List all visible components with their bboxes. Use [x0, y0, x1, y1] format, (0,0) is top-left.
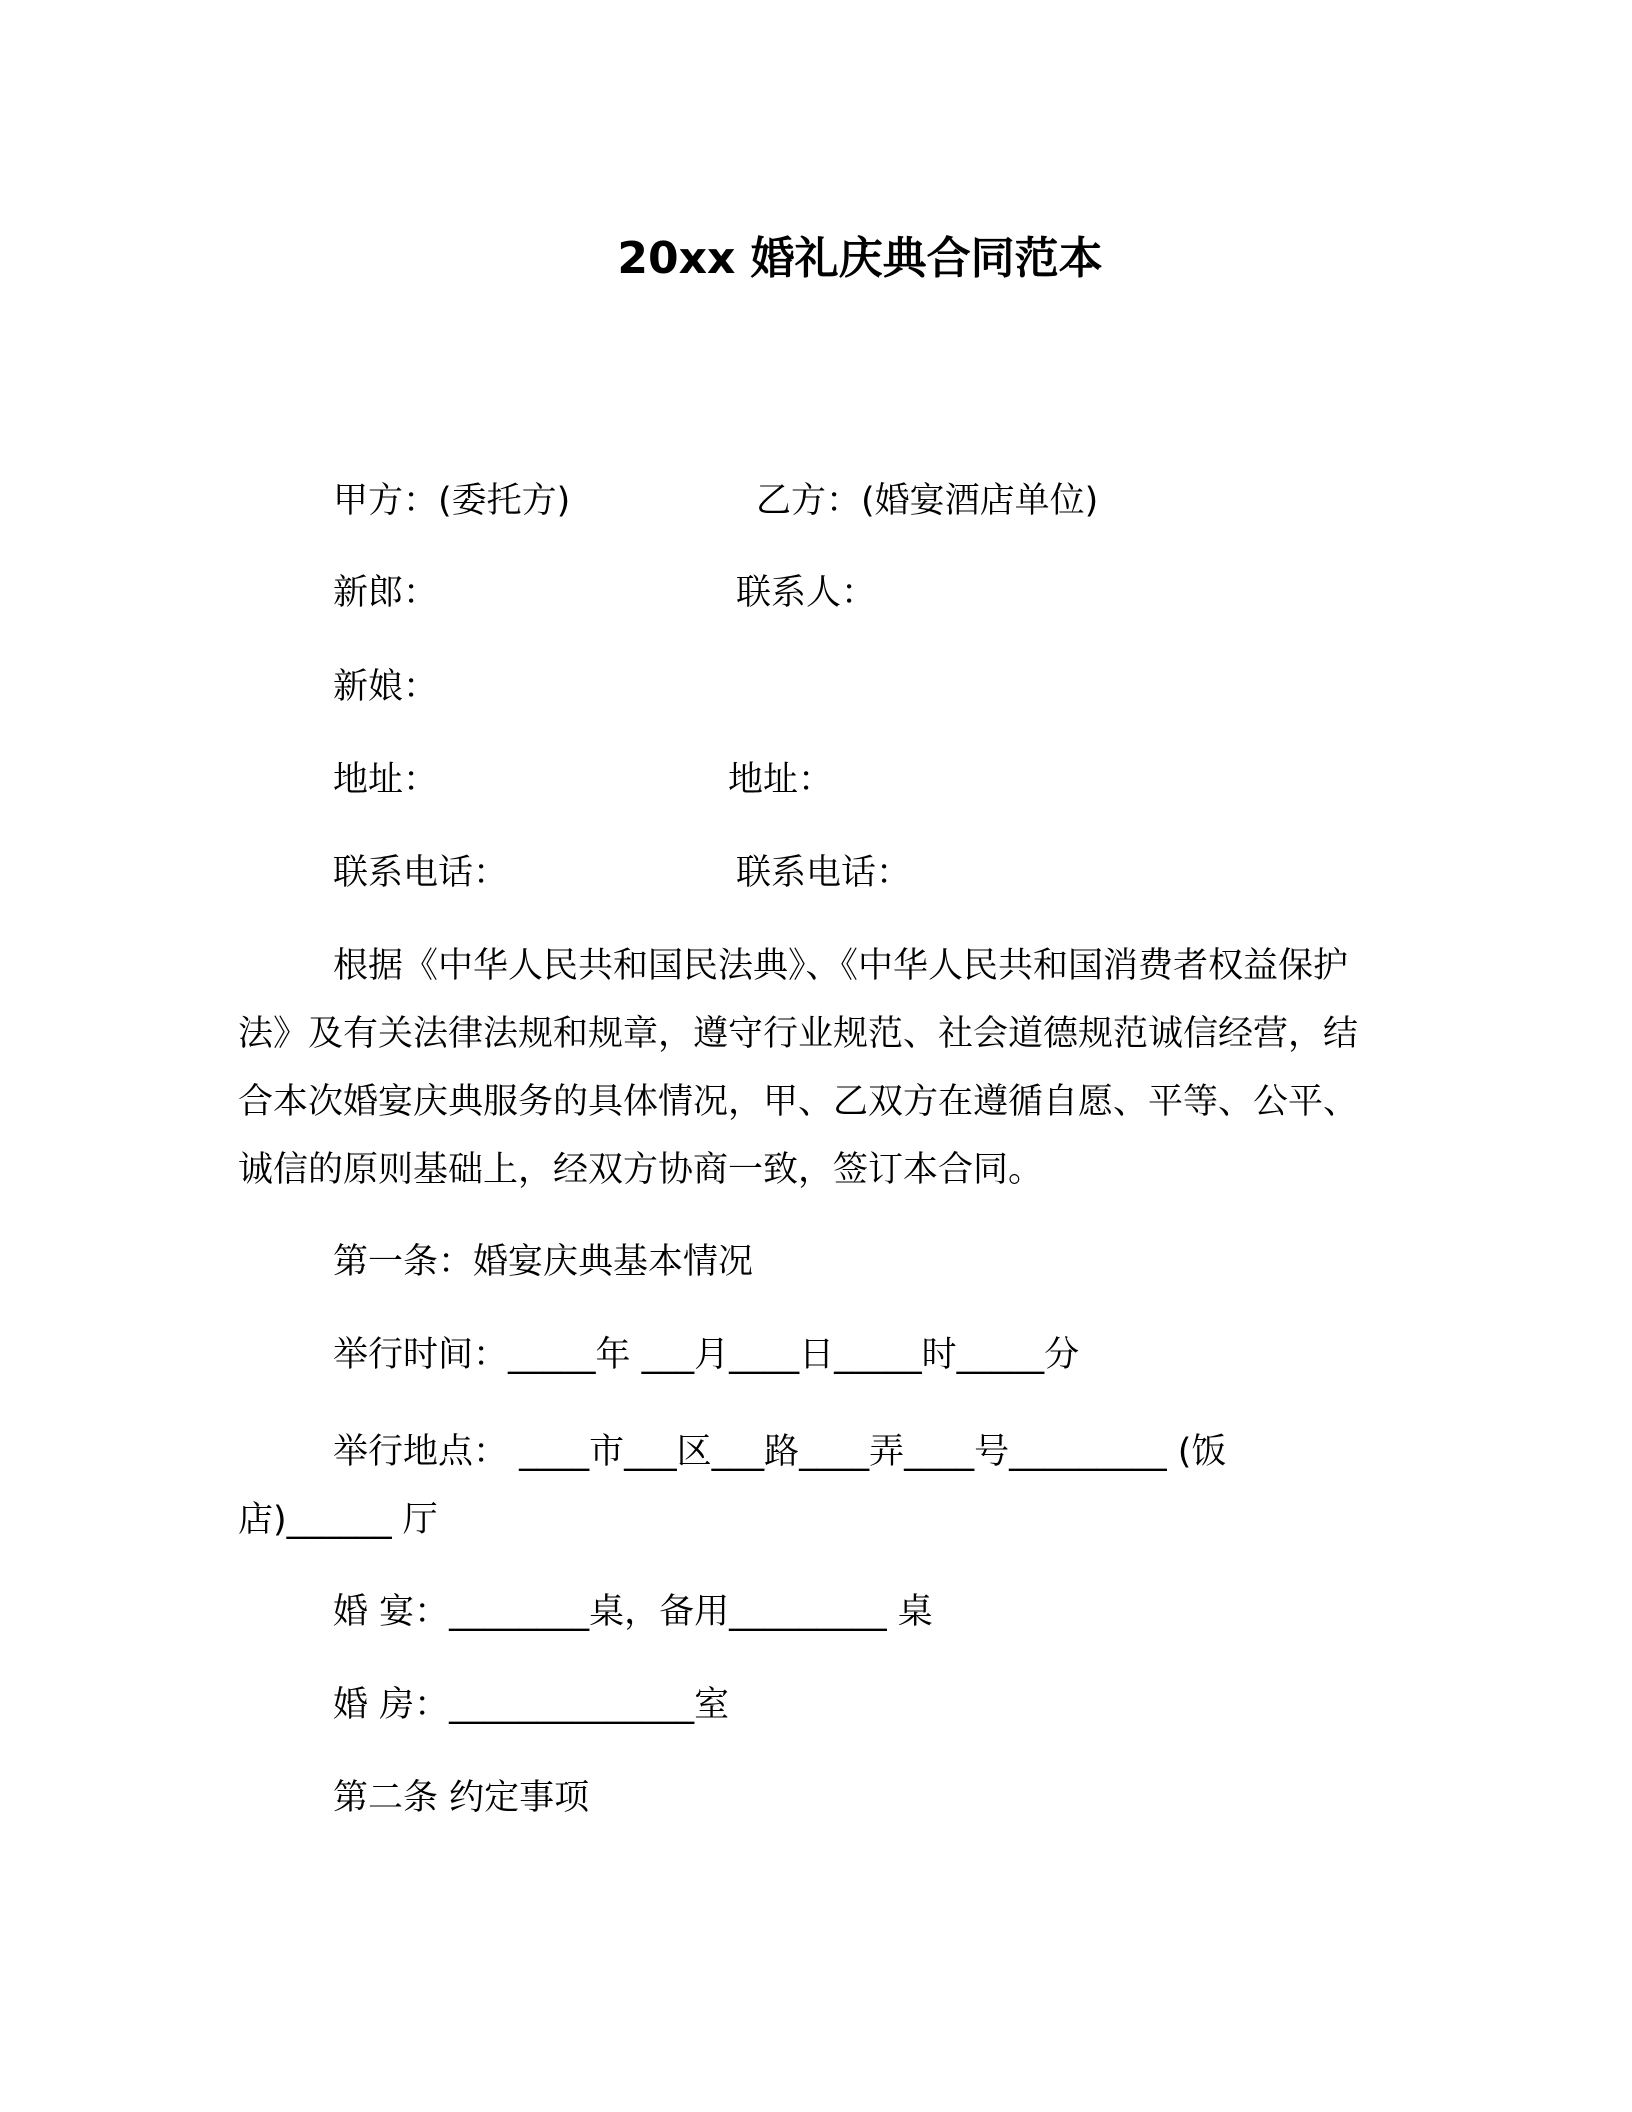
document-title: 20xx 婚礼庆典合同范本 — [617, 233, 1103, 284]
ceremony-time-line: 举行时间：_____年 ___月____日_____时_____分 — [333, 1335, 1080, 1375]
preamble-paragraph — [238, 932, 1378, 1204]
party-b-label: 乙方：(婚宴酒店单位) — [756, 481, 1099, 521]
address-a-label: 地址： — [333, 760, 439, 800]
groom-label: 新郎： — [333, 573, 439, 613]
phone-b-label: 联系电话： — [736, 853, 912, 893]
ceremony-place-text: 举行地点： ____市___区___路____弄____号_________ (饭店)______ 厅 — [238, 1432, 1227, 1540]
party-a-label: 甲方：(委托方) — [333, 481, 571, 521]
contact-person-label: 联系人： — [736, 573, 877, 613]
phone-a-label: 联系电话： — [333, 853, 509, 893]
article1-heading: 第一条：婚宴庆典基本情况 — [333, 1242, 754, 1282]
article2-heading: 第二条 约定事项 — [333, 1778, 590, 1818]
address-b-label: 地址： — [728, 760, 834, 800]
bride-label: 新娘： — [333, 667, 439, 707]
banquet-tables-line: 婚 宴：________桌，备用_________ 桌 — [333, 1592, 933, 1632]
bridal-room-line: 婚 房：______________室 — [333, 1685, 730, 1725]
preamble-text: 根据《中华人民共和国民法典》、《中华人民共和国消费者权益保护法》及有关法律法规和规章，遵守行业规范、社会道德规范诚信经营，结合本次婚宴庆典服务的具体情况，甲、乙双方在遵循自愿、平等、公平、诚信的原则基础上，经双方协商一致，签订本合同。 — [238, 946, 1359, 1190]
ceremony-place-paragraph — [238, 1418, 1378, 1554]
